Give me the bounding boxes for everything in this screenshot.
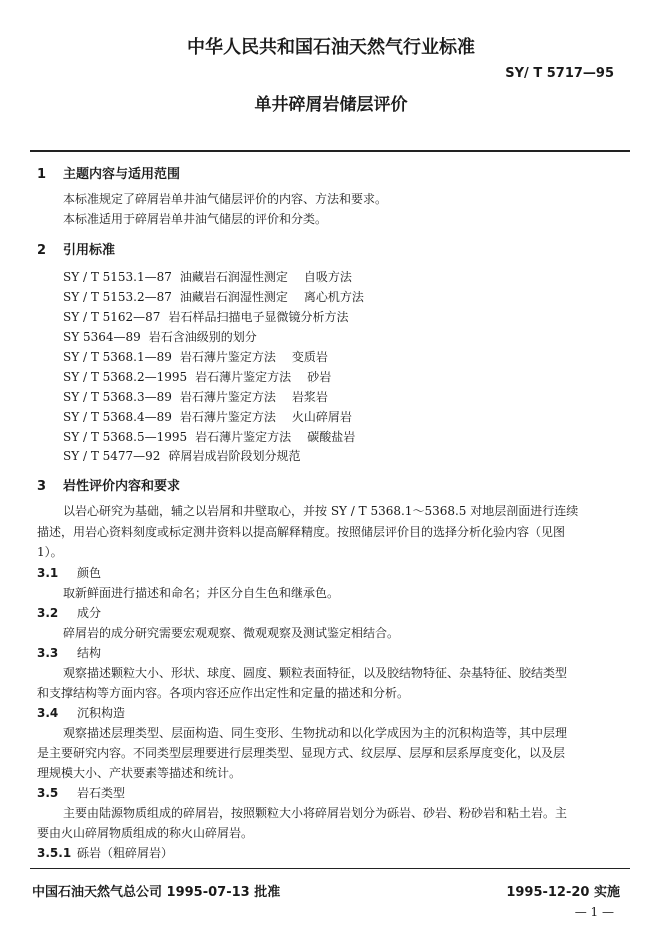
reference-item — [63, 388, 328, 405]
subsection-heading — [37, 644, 101, 661]
subsection-heading — [37, 564, 101, 581]
page-number: — 1 — — [574, 905, 614, 919]
reference-code: SY / T 5477—92 — [63, 449, 161, 463]
reference-code: SY / T 5153.1—87 — [63, 270, 172, 284]
reference-code: SY 5364—89 — [63, 330, 141, 344]
section-2-title: 引用标准 — [63, 243, 116, 258]
section-3-title: 岩性评价内容和要求 — [63, 479, 181, 494]
subsection-title: 沉积构造 — [77, 706, 126, 720]
subsection-line: 碎屑岩的成分研究需要宏观观察、微观观察及测试鉴定相结合。 — [63, 626, 400, 640]
reference-name: 岩石薄片鉴定方法 — [195, 430, 292, 444]
org-title: 中华人民共和国石油天然气行业标准 — [187, 37, 475, 58]
reference-name: 岩石薄片鉴定方法 — [179, 390, 276, 404]
subsection-line: 是主要研究内容。不同类型层理要进行层理类型、显现方式、纹层厚、层厚和层系厚度变化，以及层 — [37, 746, 566, 760]
subsection-heading — [37, 784, 125, 801]
standard-code: SY/ T 5717—95 — [505, 66, 614, 81]
section-3-intro-line: 以岩心研究为基础，辅之以岩屑和井壁取心，并按 SY / T 5368.1～5368.5 对地层剖面进行连续 — [63, 504, 579, 518]
section-1-heading — [37, 163, 180, 182]
section-1-line: 本标准规定了碎屑岩单井油气储层评价的内容、方法和要求。 — [63, 192, 388, 206]
reference-name: 碎屑岩成岩阶段划分规范 — [168, 449, 301, 463]
reference-name: 岩石样品扫描电子显微镜分析方法 — [168, 310, 349, 324]
reference-item — [63, 447, 300, 464]
subsection-line: 要由火山碎屑物质组成的称火山碎屑岩。 — [37, 826, 254, 840]
reference-code: SY / T 5368.5—1995 — [63, 430, 188, 444]
footer-divider — [30, 868, 630, 869]
subsection-title: 岩石类型 — [77, 786, 126, 800]
section-1-number: 1 — [37, 167, 47, 182]
approval-note: 中国石油天然气总公司 1995-07-13 批准 — [32, 885, 281, 900]
section-1-line: 本标准适用于碎屑岩单井油气储层的评价和分类。 — [63, 212, 328, 226]
reference-item — [63, 428, 355, 445]
header-divider — [30, 150, 630, 152]
document-title: 单井碎屑岩储层评价 — [254, 95, 408, 115]
subsection-line: 主要由陆源物质组成的碎屑岩，按照颗粒大小将碎屑岩划分为砾岩、砂岩、粉砂岩和粘土岩。主 — [63, 806, 568, 820]
subsection-title: 砾岩（粗碎屑岩） — [77, 846, 174, 860]
subsection-heading — [37, 704, 125, 721]
subsection-title: 成分 — [77, 606, 102, 620]
section-1-title: 主题内容与适用范围 — [63, 167, 181, 182]
section-3-heading — [37, 475, 180, 494]
reference-name: 油藏岩石润湿性测定 — [179, 270, 288, 284]
reference-name: 油藏岩石润湿性测定 — [179, 290, 288, 304]
reference-code: SY / T 5153.2—87 — [63, 290, 172, 304]
reference-item — [63, 348, 328, 365]
reference-method: 碳酸盐岩 — [307, 430, 356, 444]
reference-method: 离心机方法 — [303, 290, 364, 304]
reference-method: 岩浆岩 — [291, 390, 328, 404]
subsection-number: 3.5.1 — [37, 846, 72, 860]
section-3-intro-line: 1）。 — [37, 545, 63, 559]
section-2-heading — [37, 239, 115, 258]
reference-code: SY / T 5368.3—89 — [63, 390, 172, 404]
effective-date: 1995-12-20 实施 — [506, 885, 620, 900]
subsection-line: 理规模大小、产状要素等描述和统计。 — [37, 766, 242, 780]
subsection-number: 3.5 — [37, 786, 59, 800]
section-3-intro-line: 描述，用岩心资料刻度或标定测井资料以提高解释精度。按照储层评价目的选择分析化验内容（见图 — [37, 525, 566, 539]
subsection-heading — [37, 844, 173, 861]
reference-name: 岩石薄片鉴定方法 — [179, 350, 276, 364]
reference-method: 砂岩 — [307, 370, 332, 384]
reference-method: 自吸方法 — [303, 270, 352, 284]
reference-item — [63, 268, 352, 285]
section-3-number: 3 — [37, 479, 47, 494]
subsection-number: 3.1 — [37, 566, 59, 580]
subsection-heading — [37, 604, 101, 621]
subsection-line: 观察描述层理类型、层面构造、同生变形、生物扰动和以化学成因为主的沉积构造等，其中层理 — [63, 726, 568, 740]
subsection-title: 结构 — [77, 646, 102, 660]
reference-item — [63, 408, 352, 425]
subsection-title: 颜色 — [77, 566, 102, 580]
reference-name: 岩石薄片鉴定方法 — [195, 370, 292, 384]
subsection-line: 观察描述颗粒大小、形状、球度、圆度、颗粒表面特征，以及胶结物特征、杂基特征、胶结类型 — [63, 666, 568, 680]
subsection-number: 3.4 — [37, 706, 59, 720]
subsection-number: 3.2 — [37, 606, 59, 620]
subsection-line: 取新鲜面进行描述和命名；并区分自生色和继承色。 — [63, 586, 340, 600]
reference-code: SY / T 5368.1—89 — [63, 350, 172, 364]
reference-name: 岩石薄片鉴定方法 — [179, 410, 276, 424]
reference-code: SY / T 5162—87 — [63, 310, 161, 324]
reference-code: SY / T 5368.2—1995 — [63, 370, 188, 384]
reference-item — [63, 288, 364, 305]
reference-item — [63, 308, 348, 325]
reference-item — [63, 368, 331, 385]
reference-method: 变质岩 — [291, 350, 328, 364]
reference-method: 火山碎屑岩 — [291, 410, 352, 424]
subsection-number: 3.3 — [37, 646, 59, 660]
subsection-line: 和支撑结构等方面内容。各项内容还应作出定性和定量的描述和分析。 — [37, 686, 410, 700]
reference-item — [63, 328, 257, 345]
reference-name: 岩石含油级别的划分 — [148, 330, 257, 344]
section-2-number: 2 — [37, 243, 47, 258]
reference-code: SY / T 5368.4—89 — [63, 410, 172, 424]
